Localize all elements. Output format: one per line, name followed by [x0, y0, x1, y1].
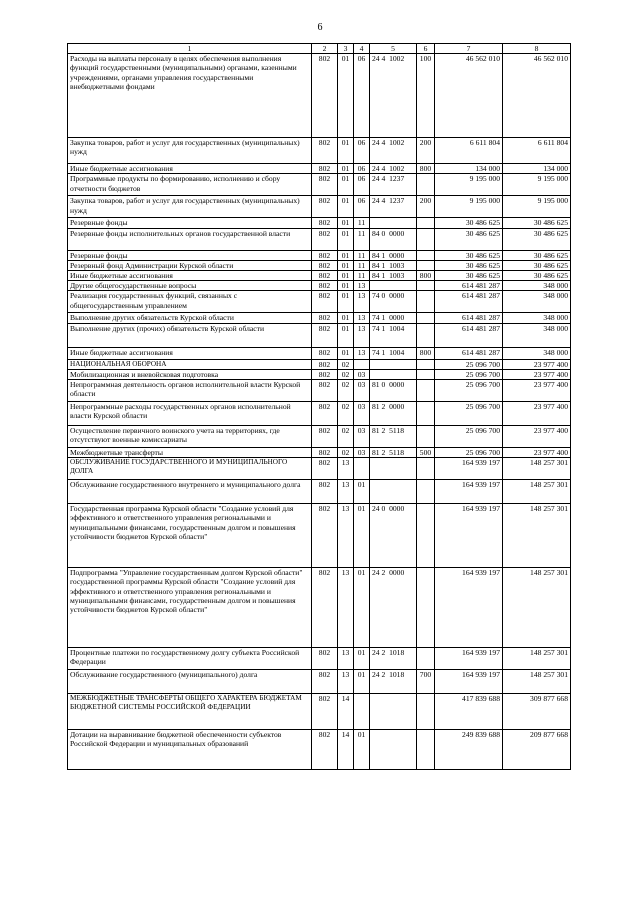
table-row	[68, 313, 571, 323]
row-amount-year-1: 614 481 287	[435, 281, 503, 291]
row-subsection-code: 06	[354, 174, 370, 196]
row-amount-year-2: 148 257 301	[503, 480, 571, 504]
row-expense-type-code: 200	[417, 196, 435, 218]
row-ministry-code: 802	[312, 291, 338, 313]
row-target-code	[370, 730, 417, 770]
row-subsection-code: 03	[354, 369, 370, 379]
row-ministry-code: 802	[312, 480, 338, 504]
row-section-code: 01	[338, 228, 354, 250]
row-ministry-code: 802	[312, 218, 338, 228]
row-target-code: 74 1 1004	[370, 347, 417, 359]
row-target-code: 24 4 1002	[370, 164, 417, 174]
row-target-code: 74 1 1004	[370, 323, 417, 347]
table-row	[68, 359, 571, 369]
table-row	[68, 323, 571, 347]
row-target-code: 81 0 0000	[370, 380, 417, 402]
row-expense-type-code: 200	[417, 138, 435, 164]
row-amount-year-1: 25 096 700	[435, 448, 503, 458]
row-amount-year-1: 25 096 700	[435, 402, 503, 426]
row-ministry-code: 802	[312, 359, 338, 369]
row-ministry-code: 802	[312, 568, 338, 648]
budget-table	[67, 43, 571, 770]
table-row	[68, 730, 571, 770]
row-ministry-code: 802	[312, 730, 338, 770]
row-name: Мобилизационная и вневойсковая подготовка	[68, 369, 312, 379]
row-section-code: 13	[338, 568, 354, 648]
row-expense-type-code	[417, 281, 435, 291]
row-amount-year-1: 9 195 000	[435, 196, 503, 218]
row-amount-year-1: 614 481 287	[435, 291, 503, 313]
column-header: 1	[68, 44, 312, 54]
row-amount-year-2: 148 257 301	[503, 458, 571, 480]
row-name: Непрограммные расходы государственных органов исполнительной власти Курской области	[68, 402, 312, 426]
row-name: Программные продукты по формированию, исполнению и сбору отчетности бюджетов	[68, 174, 312, 196]
row-amount-year-1: 164 939 197	[435, 568, 503, 648]
row-subsection-code	[354, 359, 370, 369]
table-row	[68, 380, 571, 402]
row-section-code: 01	[338, 218, 354, 228]
row-name: Резервные фонды	[68, 218, 312, 228]
row-subsection-code: 01	[354, 504, 370, 568]
row-amount-year-1: 249 839 688	[435, 730, 503, 770]
row-ministry-code: 802	[312, 648, 338, 670]
row-ministry-code: 802	[312, 448, 338, 458]
row-amount-year-2: 309 877 668	[503, 694, 571, 730]
table-body	[68, 54, 571, 770]
row-amount-year-1: 134 000	[435, 164, 503, 174]
row-subsection-code: 01	[354, 730, 370, 770]
row-section-code: 01	[338, 323, 354, 347]
row-subsection-code	[354, 694, 370, 730]
row-ministry-code: 802	[312, 369, 338, 379]
row-subsection-code: 01	[354, 670, 370, 694]
row-name: Государственная программа Курской области "Создание условий для эффективного и ответственного управления региональными и муниципальными финансами, государственным долгом и повышения устойчивости бюджетов Курской области"	[68, 504, 312, 568]
row-target-code: 24 2 1018	[370, 670, 417, 694]
row-name: Расходы на выплаты персоналу в целях обеспечения выполнения функций государственными (муниципальными) органами, казенными учреждениями, органами управления государственными внебюджетными фондами	[68, 54, 312, 138]
row-target-code: 81 2 0000	[370, 402, 417, 426]
table-row	[68, 54, 571, 138]
row-target-code: 74 0 0000	[370, 291, 417, 313]
row-subsection-code: 06	[354, 196, 370, 218]
row-section-code: 13	[338, 670, 354, 694]
row-expense-type-code	[417, 648, 435, 670]
row-expense-type-code	[417, 174, 435, 196]
row-amount-year-2: 348 000	[503, 313, 571, 323]
table-row	[68, 174, 571, 196]
row-amount-year-2: 23 977 400	[503, 380, 571, 402]
row-name: Межбюджетные трансферты	[68, 448, 312, 458]
table-row	[68, 448, 571, 458]
row-target-code: 24 4 1237	[370, 174, 417, 196]
row-subsection-code: 13	[354, 291, 370, 313]
column-header: 7	[435, 44, 503, 54]
row-section-code: 13	[338, 458, 354, 480]
row-expense-type-code: 700	[417, 670, 435, 694]
row-target-code: 24 4 1002	[370, 54, 417, 138]
row-target-code: 24 2 0000	[370, 568, 417, 648]
row-name: МЕЖБЮДЖЕТНЫЕ ТРАНСФЕРТЫ ОБЩЕГО ХАРАКТЕРА БЮДЖЕТАМ БЮДЖЕТНОЙ СИСТЕМЫ РОССИЙСКОЙ ФЕДЕРАЦИИ	[68, 694, 312, 730]
row-section-code: 01	[338, 196, 354, 218]
column-header: 4	[354, 44, 370, 54]
row-name: Закупка товаров, работ и услуг для государственных (муниципальных) нужд	[68, 196, 312, 218]
row-ministry-code: 802	[312, 347, 338, 359]
row-expense-type-code	[417, 426, 435, 448]
row-target-code: 84 1 1003	[370, 271, 417, 281]
row-amount-year-2: 148 257 301	[503, 504, 571, 568]
row-subsection-code: 03	[354, 448, 370, 458]
table-row	[68, 369, 571, 379]
row-subsection-code: 06	[354, 164, 370, 174]
row-amount-year-1: 6 611 804	[435, 138, 503, 164]
row-amount-year-1: 30 486 625	[435, 228, 503, 250]
row-name: Закупка товаров, работ и услуг для государственных (муниципальных) нужд	[68, 138, 312, 164]
row-subsection-code: 13	[354, 347, 370, 359]
row-amount-year-2: 148 257 301	[503, 648, 571, 670]
row-expense-type-code	[417, 504, 435, 568]
row-target-code: 24 0 0000	[370, 504, 417, 568]
row-section-code: 02	[338, 426, 354, 448]
row-expense-type-code	[417, 730, 435, 770]
row-subsection-code: 03	[354, 380, 370, 402]
row-subsection-code: 13	[354, 323, 370, 347]
row-amount-year-1: 164 939 197	[435, 480, 503, 504]
row-amount-year-1: 25 096 700	[435, 359, 503, 369]
row-subsection-code: 13	[354, 313, 370, 323]
row-ministry-code: 802	[312, 694, 338, 730]
row-expense-type-code	[417, 694, 435, 730]
row-name: ОБСЛУЖИВАНИЕ ГОСУДАРСТВЕННОГО И МУНИЦИПАЛЬНОГО ДОЛГА	[68, 458, 312, 480]
row-subsection-code: 01	[354, 480, 370, 504]
row-amount-year-2: 348 000	[503, 291, 571, 313]
row-amount-year-1: 46 562 010	[435, 54, 503, 138]
row-section-code: 01	[338, 313, 354, 323]
row-ministry-code: 802	[312, 174, 338, 196]
row-name: Резервные фонды	[68, 250, 312, 260]
row-subsection-code: 11	[354, 228, 370, 250]
row-section-code: 01	[338, 291, 354, 313]
row-amount-year-2: 30 486 625	[503, 228, 571, 250]
row-ministry-code: 802	[312, 164, 338, 174]
row-expense-type-code	[417, 260, 435, 270]
row-amount-year-2: 30 486 625	[503, 260, 571, 270]
row-amount-year-2: 46 562 010	[503, 54, 571, 138]
row-amount-year-2: 209 877 668	[503, 730, 571, 770]
row-subsection-code: 03	[354, 402, 370, 426]
row-ministry-code: 802	[312, 260, 338, 270]
row-amount-year-2: 23 977 400	[503, 402, 571, 426]
row-amount-year-2: 23 977 400	[503, 448, 571, 458]
row-amount-year-1: 164 939 197	[435, 648, 503, 670]
row-expense-type-code	[417, 218, 435, 228]
row-target-code: 24 4 1002	[370, 138, 417, 164]
row-expense-type-code	[417, 402, 435, 426]
column-header: 6	[417, 44, 435, 54]
row-section-code: 01	[338, 347, 354, 359]
table-row	[68, 271, 571, 281]
row-ministry-code: 802	[312, 196, 338, 218]
row-amount-year-2: 348 000	[503, 281, 571, 291]
row-amount-year-1: 30 486 625	[435, 218, 503, 228]
table-row	[68, 196, 571, 218]
row-amount-year-1: 417 839 688	[435, 694, 503, 730]
row-section-code: 01	[338, 54, 354, 138]
row-ministry-code: 802	[312, 402, 338, 426]
row-expense-type-code	[417, 480, 435, 504]
row-target-code	[370, 694, 417, 730]
row-expense-type-code: 800	[417, 347, 435, 359]
row-ministry-code: 802	[312, 281, 338, 291]
row-target-code: 84 1 0000	[370, 250, 417, 260]
row-section-code: 02	[338, 380, 354, 402]
row-section-code: 01	[338, 138, 354, 164]
row-amount-year-2: 9 195 000	[503, 196, 571, 218]
row-name: Обслуживание государственного (муниципального) долга	[68, 670, 312, 694]
row-amount-year-2: 148 257 301	[503, 670, 571, 694]
row-name: Резервные фонды исполнительных органов государственной власти	[68, 228, 312, 250]
row-amount-year-2: 30 486 625	[503, 218, 571, 228]
row-section-code: 01	[338, 281, 354, 291]
row-name: Иные бюджетные ассигнования	[68, 164, 312, 174]
row-section-code: 01	[338, 250, 354, 260]
row-amount-year-1: 614 481 287	[435, 323, 503, 347]
table-row	[68, 402, 571, 426]
table-row	[68, 480, 571, 504]
column-header: 2	[312, 44, 338, 54]
row-target-code: 24 2 1018	[370, 648, 417, 670]
row-amount-year-2: 134 000	[503, 164, 571, 174]
row-amount-year-2: 23 977 400	[503, 359, 571, 369]
row-expense-type-code	[417, 291, 435, 313]
row-target-code	[370, 359, 417, 369]
row-section-code: 01	[338, 271, 354, 281]
row-section-code: 02	[338, 448, 354, 458]
row-name: Другие общегосударственные вопросы	[68, 281, 312, 291]
row-section-code: 01	[338, 174, 354, 196]
row-amount-year-2: 23 977 400	[503, 369, 571, 379]
row-ministry-code: 802	[312, 380, 338, 402]
row-ministry-code: 802	[312, 228, 338, 250]
row-expense-type-code	[417, 568, 435, 648]
row-ministry-code: 802	[312, 271, 338, 281]
table-row	[68, 260, 571, 270]
row-section-code: 01	[338, 164, 354, 174]
row-expense-type-code: 800	[417, 271, 435, 281]
row-subsection-code: 06	[354, 54, 370, 138]
column-header: 8	[503, 44, 571, 54]
column-header: 3	[338, 44, 354, 54]
table-row	[68, 670, 571, 694]
row-target-code	[370, 281, 417, 291]
row-subsection-code: 11	[354, 250, 370, 260]
row-subsection-code: 13	[354, 281, 370, 291]
row-subsection-code: 03	[354, 426, 370, 448]
row-section-code: 02	[338, 369, 354, 379]
row-ministry-code: 802	[312, 138, 338, 164]
table-row	[68, 694, 571, 730]
table-row	[68, 218, 571, 228]
table-header-row	[68, 44, 571, 54]
table-row	[68, 281, 571, 291]
row-amount-year-2: 9 195 000	[503, 174, 571, 196]
page-number: 6	[317, 22, 323, 33]
row-subsection-code: 11	[354, 218, 370, 228]
row-amount-year-2: 348 000	[503, 347, 571, 359]
row-expense-type-code	[417, 359, 435, 369]
row-section-code: 13	[338, 480, 354, 504]
row-subsection-code: 01	[354, 648, 370, 670]
table-row	[68, 228, 571, 250]
row-amount-year-2: 348 000	[503, 323, 571, 347]
row-subsection-code	[354, 458, 370, 480]
row-subsection-code: 06	[354, 138, 370, 164]
table-row	[68, 138, 571, 164]
row-expense-type-code: 500	[417, 448, 435, 458]
row-ministry-code: 802	[312, 313, 338, 323]
row-amount-year-1: 164 939 197	[435, 458, 503, 480]
row-target-code: 74 1 0000	[370, 313, 417, 323]
row-target-code: 84 0 0000	[370, 228, 417, 250]
row-subsection-code: 01	[354, 568, 370, 648]
table-row	[68, 458, 571, 480]
row-target-code	[370, 218, 417, 228]
row-name: Резервный фонд Администрации Курской области	[68, 260, 312, 270]
row-section-code: 02	[338, 359, 354, 369]
table-row	[68, 347, 571, 359]
row-name: Подпрограмма "Управление государственным долгом Курской области" государственной программы Курской области "Создание условий для эффективного и ответственного управления региональными и муниципальными финансами, государственным долгом и повышения устойчивости бюджетов Курской области"	[68, 568, 312, 648]
row-target-code: 84 1 1003	[370, 260, 417, 270]
row-target-code	[370, 458, 417, 480]
row-expense-type-code	[417, 458, 435, 480]
row-name: НАЦИОНАЛЬНАЯ ОБОРОНА	[68, 359, 312, 369]
row-section-code: 02	[338, 402, 354, 426]
row-expense-type-code	[417, 250, 435, 260]
row-target-code: 81 2 5118	[370, 426, 417, 448]
row-amount-year-1: 30 486 625	[435, 250, 503, 260]
row-expense-type-code: 100	[417, 54, 435, 138]
row-name: Реализация государственных функций, связанных с общегосударственным управлением	[68, 291, 312, 313]
row-ministry-code: 802	[312, 323, 338, 347]
row-amount-year-2: 30 486 625	[503, 250, 571, 260]
row-amount-year-1: 614 481 287	[435, 347, 503, 359]
row-name: Обслуживание государственного внутреннего и муниципального долга	[68, 480, 312, 504]
row-ministry-code: 802	[312, 504, 338, 568]
row-section-code: 13	[338, 504, 354, 568]
row-expense-type-code	[417, 313, 435, 323]
row-amount-year-1: 25 096 700	[435, 426, 503, 448]
row-subsection-code: 11	[354, 271, 370, 281]
row-expense-type-code	[417, 369, 435, 379]
row-ministry-code: 802	[312, 426, 338, 448]
row-section-code: 01	[338, 260, 354, 270]
table-row	[68, 291, 571, 313]
row-name: Выполнение других обязательств Курской области	[68, 313, 312, 323]
row-target-code	[370, 369, 417, 379]
row-amount-year-2: 30 486 625	[503, 271, 571, 281]
row-amount-year-1: 30 486 625	[435, 271, 503, 281]
row-amount-year-1: 614 481 287	[435, 313, 503, 323]
table-row	[68, 648, 571, 670]
row-amount-year-1: 25 096 700	[435, 380, 503, 402]
row-amount-year-1: 164 939 197	[435, 670, 503, 694]
row-amount-year-1: 30 486 625	[435, 260, 503, 270]
table-row	[68, 426, 571, 448]
row-amount-year-2: 23 977 400	[503, 426, 571, 448]
column-header: 5	[370, 44, 417, 54]
row-section-code: 14	[338, 694, 354, 730]
row-target-code: 24 4 1237	[370, 196, 417, 218]
row-amount-year-2: 6 611 804	[503, 138, 571, 164]
table-row	[68, 250, 571, 260]
row-expense-type-code: 800	[417, 164, 435, 174]
row-ministry-code: 802	[312, 250, 338, 260]
row-ministry-code: 802	[312, 670, 338, 694]
row-name: Выполнение других (прочих) обязательств Курской области	[68, 323, 312, 347]
row-name: Дотации на выравнивание бюджетной обеспеченности субъектов Российской Федерации и муниципальных образований	[68, 730, 312, 770]
row-ministry-code: 802	[312, 54, 338, 138]
row-name: Иные бюджетные ассигнования	[68, 271, 312, 281]
row-section-code: 14	[338, 730, 354, 770]
row-expense-type-code	[417, 228, 435, 250]
row-section-code: 13	[338, 648, 354, 670]
row-amount-year-2: 148 257 301	[503, 568, 571, 648]
row-ministry-code: 802	[312, 458, 338, 480]
row-name: Осуществление первичного воинского учета на территориях, где отсутствуют военные комиссариаты	[68, 426, 312, 448]
row-amount-year-1: 9 195 000	[435, 174, 503, 196]
row-amount-year-1: 164 939 197	[435, 504, 503, 568]
row-name: Иные бюджетные ассигнования	[68, 347, 312, 359]
table-row	[68, 164, 571, 174]
table-row	[68, 504, 571, 568]
row-target-code: 81 2 5118	[370, 448, 417, 458]
row-name: Процентные платежи по государственному долгу субъекта Российской Федерации	[68, 648, 312, 670]
table-row	[68, 568, 571, 648]
row-target-code	[370, 480, 417, 504]
row-expense-type-code	[417, 323, 435, 347]
row-expense-type-code	[417, 380, 435, 402]
row-name: Непрограммная деятельность органов исполнительной власти Курской области	[68, 380, 312, 402]
row-amount-year-1: 25 096 700	[435, 369, 503, 379]
row-subsection-code: 11	[354, 260, 370, 270]
